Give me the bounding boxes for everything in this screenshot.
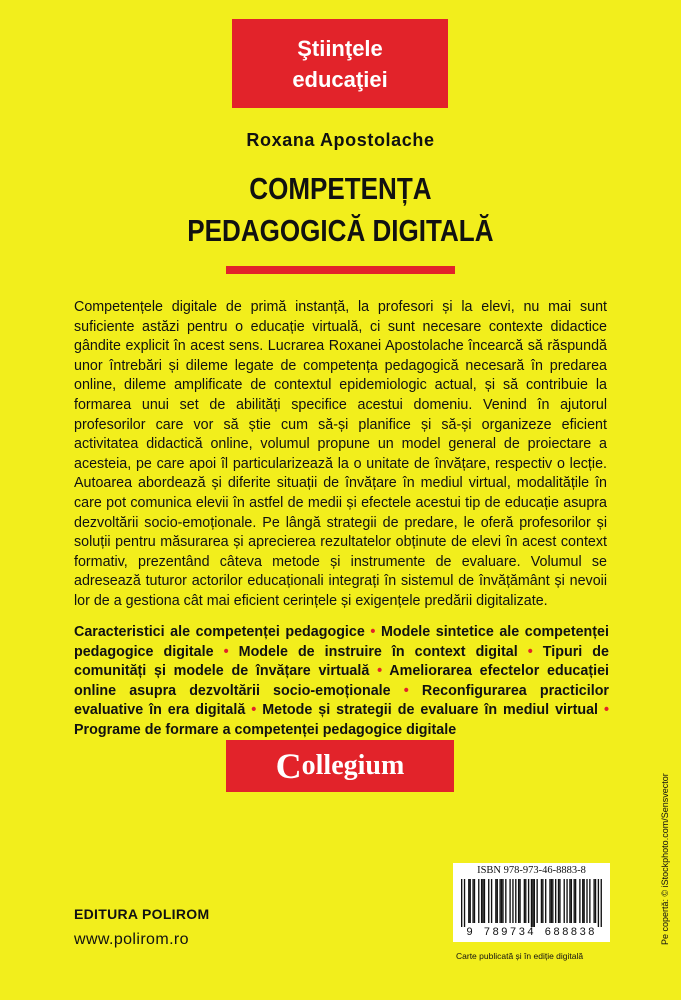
- barcode-bar: [555, 879, 556, 923]
- barcode-bar: [501, 879, 502, 923]
- barcode-bar: [582, 879, 583, 923]
- barcode-bar: [524, 879, 525, 923]
- barcode-bar: [595, 879, 596, 923]
- barcode-bar: [545, 879, 546, 923]
- barcode-bar: [499, 879, 500, 923]
- barcode-bar: [482, 879, 483, 923]
- collection-logo: [226, 740, 454, 792]
- keyword-item: Programe de formare a competenței pedagogice digitale: [74, 721, 457, 738]
- keyword-separator: •: [251, 702, 257, 719]
- barcode-bar: [505, 879, 506, 923]
- barcode-bar: [518, 879, 519, 923]
- barcode-bar: [491, 879, 492, 923]
- barcode-bar: [468, 879, 469, 923]
- barcode-bar: [495, 879, 496, 923]
- barcode-bar: [525, 879, 526, 923]
- barcode-bar: [598, 879, 599, 927]
- barcode-bar: [551, 879, 552, 923]
- book-description: Competențele digitale de primă instanță, la profesori și la elevi, nu mai sunt suficiente astăzi pentru o educație virtuală, ci sunt necesare contexte didactice gândite explicit în acest sens. Lucrarea Roxanei Apostolache încearcă să răspundă unor întrebări și dileme legate de competența pedagogică necesară în predarea online, dileme amplificate de contextul epidemiologic actual, și să contribuie la formarea unui set de abilități specifice acestui domeniu. Venind în ajutorul profesorilor care vor să știe cum să-și planifice și să-și organizeze eficient activitatea didactică online, volumul propune un model general de proiectare a acesteia, pe care apoi îl particularizează la o unitate de învățare, respectiv o lecție. Autoarea abordează și diferite situații de învățare în mediul virtual, modalitățile în care pot comunica elevii în astfel de medii și efectele acestui tip de educație asupra dezvoltării socio-emoționale. Pe lângă strategii de predare, le oferă profesorilor și soluții pentru măsurarea și aprecierea rezultatelor obținute de elevi în acest context formativ, prezentând câteva metode și instrumente de evaluare. Volumul se adresează tuturor actorilor educaționali integrați în sistemul de învățământ și nevoii lor de a gestiona cât mai eficient cerințele și exigențele predării digitalizate.: [74, 299, 607, 609]
- keyword-item: Caracteristici ale competenței pedagogice: [74, 624, 365, 640]
- barcode-bar: [558, 879, 559, 923]
- barcode-bar: [541, 879, 542, 923]
- title-divider: [226, 266, 455, 274]
- book-title-line2: PEDAGOGICĂ DIGITALĂ: [187, 213, 494, 248]
- keyword-item: Tipuri de comunități și modele de învățare virtuală: [74, 643, 609, 680]
- book-title-line1: COMPETENȚA: [249, 171, 432, 206]
- barcode-bar: [593, 879, 594, 923]
- publisher-website: www.polirom.ro: [74, 931, 189, 948]
- barcode-bar: [509, 879, 510, 923]
- barcode-bar: [464, 879, 465, 927]
- keyword-separator: •: [603, 702, 609, 719]
- keyword-separator: •: [370, 624, 376, 640]
- barcode-bar: [512, 879, 513, 923]
- chapter-keywords: [74, 623, 609, 741]
- barcode-bar: [528, 879, 529, 923]
- publisher-name: EDITURA POLIROM: [74, 906, 210, 922]
- barcode-bar: [571, 879, 572, 923]
- barcode-bar: [566, 879, 567, 923]
- barcode-bar: [552, 879, 553, 923]
- barcode-bar: [569, 879, 570, 923]
- cover-credit-text: Pe copertă: © iStockphoto.com/Sensvector: [660, 773, 670, 945]
- barcode-bar: [502, 879, 503, 923]
- barcode-bar: [589, 879, 590, 923]
- barcode-label: [453, 863, 610, 942]
- barcode-bar: [481, 879, 482, 923]
- barcode-bar: [497, 879, 498, 923]
- barcode-bar: [542, 879, 543, 923]
- barcode-bar: [484, 879, 485, 923]
- barcode-bar: [601, 879, 602, 927]
- barcode-bar: [575, 879, 576, 923]
- barcode-bar: [472, 879, 473, 923]
- barcode-bar: [488, 879, 489, 923]
- digital-edition-note: Carte publicată și în ediție digitală: [456, 951, 584, 961]
- barcode-bar: [531, 879, 532, 927]
- keyword-item: Reconfigurarea practicilor evaluative în era digitală: [74, 682, 609, 719]
- series-label-box: [232, 19, 448, 108]
- author-name: Roxana Apostolache: [246, 130, 435, 150]
- barcode-bar: [532, 879, 533, 927]
- barcode-bar: [574, 879, 575, 923]
- keyword-item: Ameliorarea efectelor educației online asupra dezvoltării socio-emoționale: [74, 663, 609, 699]
- barcode-bar: [586, 879, 587, 923]
- isbn-number: ISBN 978-973-46-8883-8: [477, 865, 586, 876]
- barcode-bar: [474, 879, 475, 923]
- barcode-bar: [583, 879, 584, 923]
- keyword-item: Modele sintetice ale competenței pedagogice digitale: [74, 624, 609, 660]
- keyword-item: Modele de instruire în context digital: [238, 643, 518, 660]
- keyword-separator: •: [527, 643, 533, 660]
- keyword-item: Metode și strategii de evaluare în mediul virtual: [262, 702, 598, 719]
- barcode-bar: [579, 879, 580, 923]
- barcode-bar: [534, 879, 535, 927]
- barcode-bar: [519, 879, 520, 923]
- series-label-line1: Ştiinţele: [297, 35, 383, 61]
- barcode-bar: [470, 879, 471, 923]
- keyword-separator: •: [403, 682, 409, 699]
- series-label-line2: educaţiei: [292, 66, 388, 92]
- barcode-bar: [549, 879, 550, 923]
- barcode-digits: 9 789734 688838: [466, 927, 597, 939]
- book-title: [54, 168, 626, 252]
- keyword-separator: •: [223, 643, 229, 660]
- barcode-bar: [559, 879, 560, 923]
- barcode-bars: [461, 879, 602, 927]
- barcode-bar: [564, 879, 565, 923]
- collection-logo-rest: ollegium: [301, 750, 405, 781]
- barcode-bar: [536, 879, 537, 923]
- collection-logo-initial: C: [275, 746, 302, 786]
- barcode-bar: [515, 879, 516, 923]
- barcode-bar: [478, 879, 479, 923]
- barcode-bar: [461, 879, 462, 927]
- keyword-separator: •: [377, 663, 383, 680]
